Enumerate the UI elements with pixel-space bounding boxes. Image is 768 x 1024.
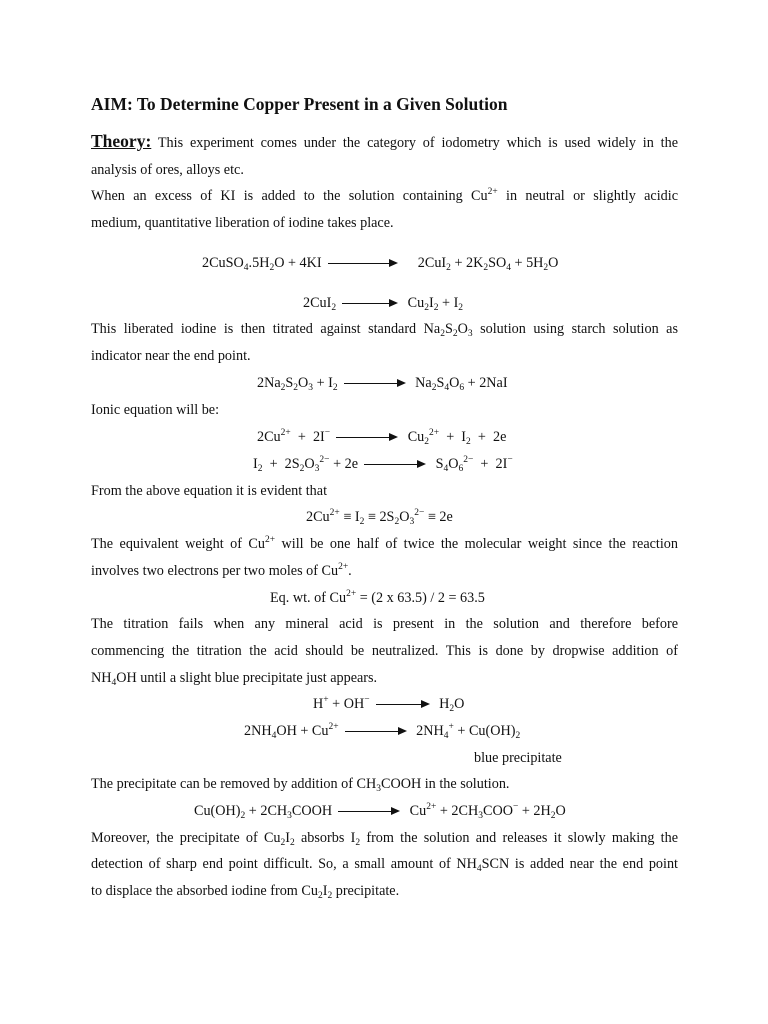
ionic-equation-1: $2Cu^{2+} + 2I^-$ $Cu_2^{2+} + I_2 + 2e$ bbox=[257, 428, 507, 447]
para2-line-1: When an excess of KI is added to the solution containing $Cu^{2+}$ in neutral or slightly acidic bbox=[91, 187, 678, 204]
para7-line-3: to displace the absorbed iodine from $Cu_2I_2$ precipitate. bbox=[91, 883, 400, 901]
para3-line-2: indicator near the end point. bbox=[91, 348, 251, 364]
arrow-icon bbox=[376, 700, 430, 710]
para7-line-2: detection of sharp end point difficult. So, a small amount of $NH_4SCN$ is added near the end point bbox=[91, 856, 678, 874]
evident-label: From the above equation it is evident that bbox=[91, 483, 328, 499]
arrow-icon bbox=[338, 807, 400, 817]
ionic-label: Ionic equation will be: bbox=[91, 402, 220, 418]
para3-line-1: This liberated iodine is then titrated against standard $Na_2S_2O_3$ solution using starch solution as bbox=[91, 321, 678, 339]
arrow-icon bbox=[364, 460, 426, 470]
para5-line-1: The titration fails when any mineral acid is present in the solution and therefore before bbox=[91, 616, 678, 632]
para5-line-2: commencing the titration the acid should be neutralized. This is done by dropwise addition of bbox=[91, 643, 678, 659]
para4-line-2: involves two electrons per two moles of $Cu^{2+}$. bbox=[91, 562, 352, 579]
precipitate-label: blue precipitate bbox=[474, 750, 562, 766]
para5-line-3: $NH_4OH$ until a slight blue precipitate just appears. bbox=[91, 670, 378, 688]
para2-line-2: medium, quantitative liberation of iodine takes place. bbox=[91, 215, 394, 231]
theory-label: Theory: bbox=[91, 131, 152, 151]
reaction-6: $Cu(OH)_2$ + $2CH_3COOH$ $Cu^{2+} + 2CH_3COO^- + 2H_2O$ bbox=[194, 802, 566, 821]
reaction-2: 2CuI$_2$ $Cu_2I_2 + I_2$ bbox=[303, 295, 464, 313]
arrow-icon bbox=[344, 379, 406, 389]
para6: The precipitate can be removed by addition of $CH_3COOH$ in the solution. bbox=[91, 776, 510, 794]
ionic-equation-2: $I_2 + 2S_2O_3^{2-} + 2e$ $S_4O_6^{2-} + 2I^-$ bbox=[253, 455, 513, 474]
theory-line-2: analysis of ores, alloys etc. bbox=[91, 162, 244, 178]
para7-line-1: Moreover, the precipitate of $Cu_2I_2$ absorbs $I_2$ from the solution and releases it slowly making the bbox=[91, 830, 679, 848]
equivalence: $2Cu^{2+} \equiv I_2 \equiv 2S_2O_3^{2-} \equiv 2e$ bbox=[306, 508, 453, 527]
reaction-3: $2Na_2S_2O_3 + I_2$ $Na_2S_4O_6 + 2NaI$ bbox=[257, 375, 508, 393]
para4-line-1: The equivalent weight of $Cu^{2+}$ will be one half of twice the molecular weight since the reaction bbox=[91, 535, 678, 552]
theory-line-1 bbox=[91, 133, 678, 151]
arrow-icon bbox=[336, 433, 398, 443]
arrow-icon bbox=[345, 727, 407, 737]
reaction-1: $2CuSO_4.5H_2O + 4KI$ $2CuI_2 + 2K_2SO_4 + 5H_2O$ bbox=[202, 255, 559, 273]
reaction-4: H+ + OH− $H_2O$ bbox=[313, 695, 465, 714]
reaction-5: $2NH_4OH + Cu^{2+}$ $2NH_4^+ + Cu(OH)_2$ bbox=[244, 722, 521, 741]
arrow-icon bbox=[328, 259, 398, 269]
arrow-icon bbox=[342, 299, 398, 309]
equivalent-weight: Eq. wt. of $Cu^{2+} = (2$ x 63.5) / 2 = 63.5 bbox=[270, 589, 485, 606]
page-title: AIM: To Determine Copper Present in a Given Solution bbox=[91, 94, 508, 114]
theory-text: This experiment comes under the category of iodometry which is used widely in the bbox=[157, 135, 679, 151]
